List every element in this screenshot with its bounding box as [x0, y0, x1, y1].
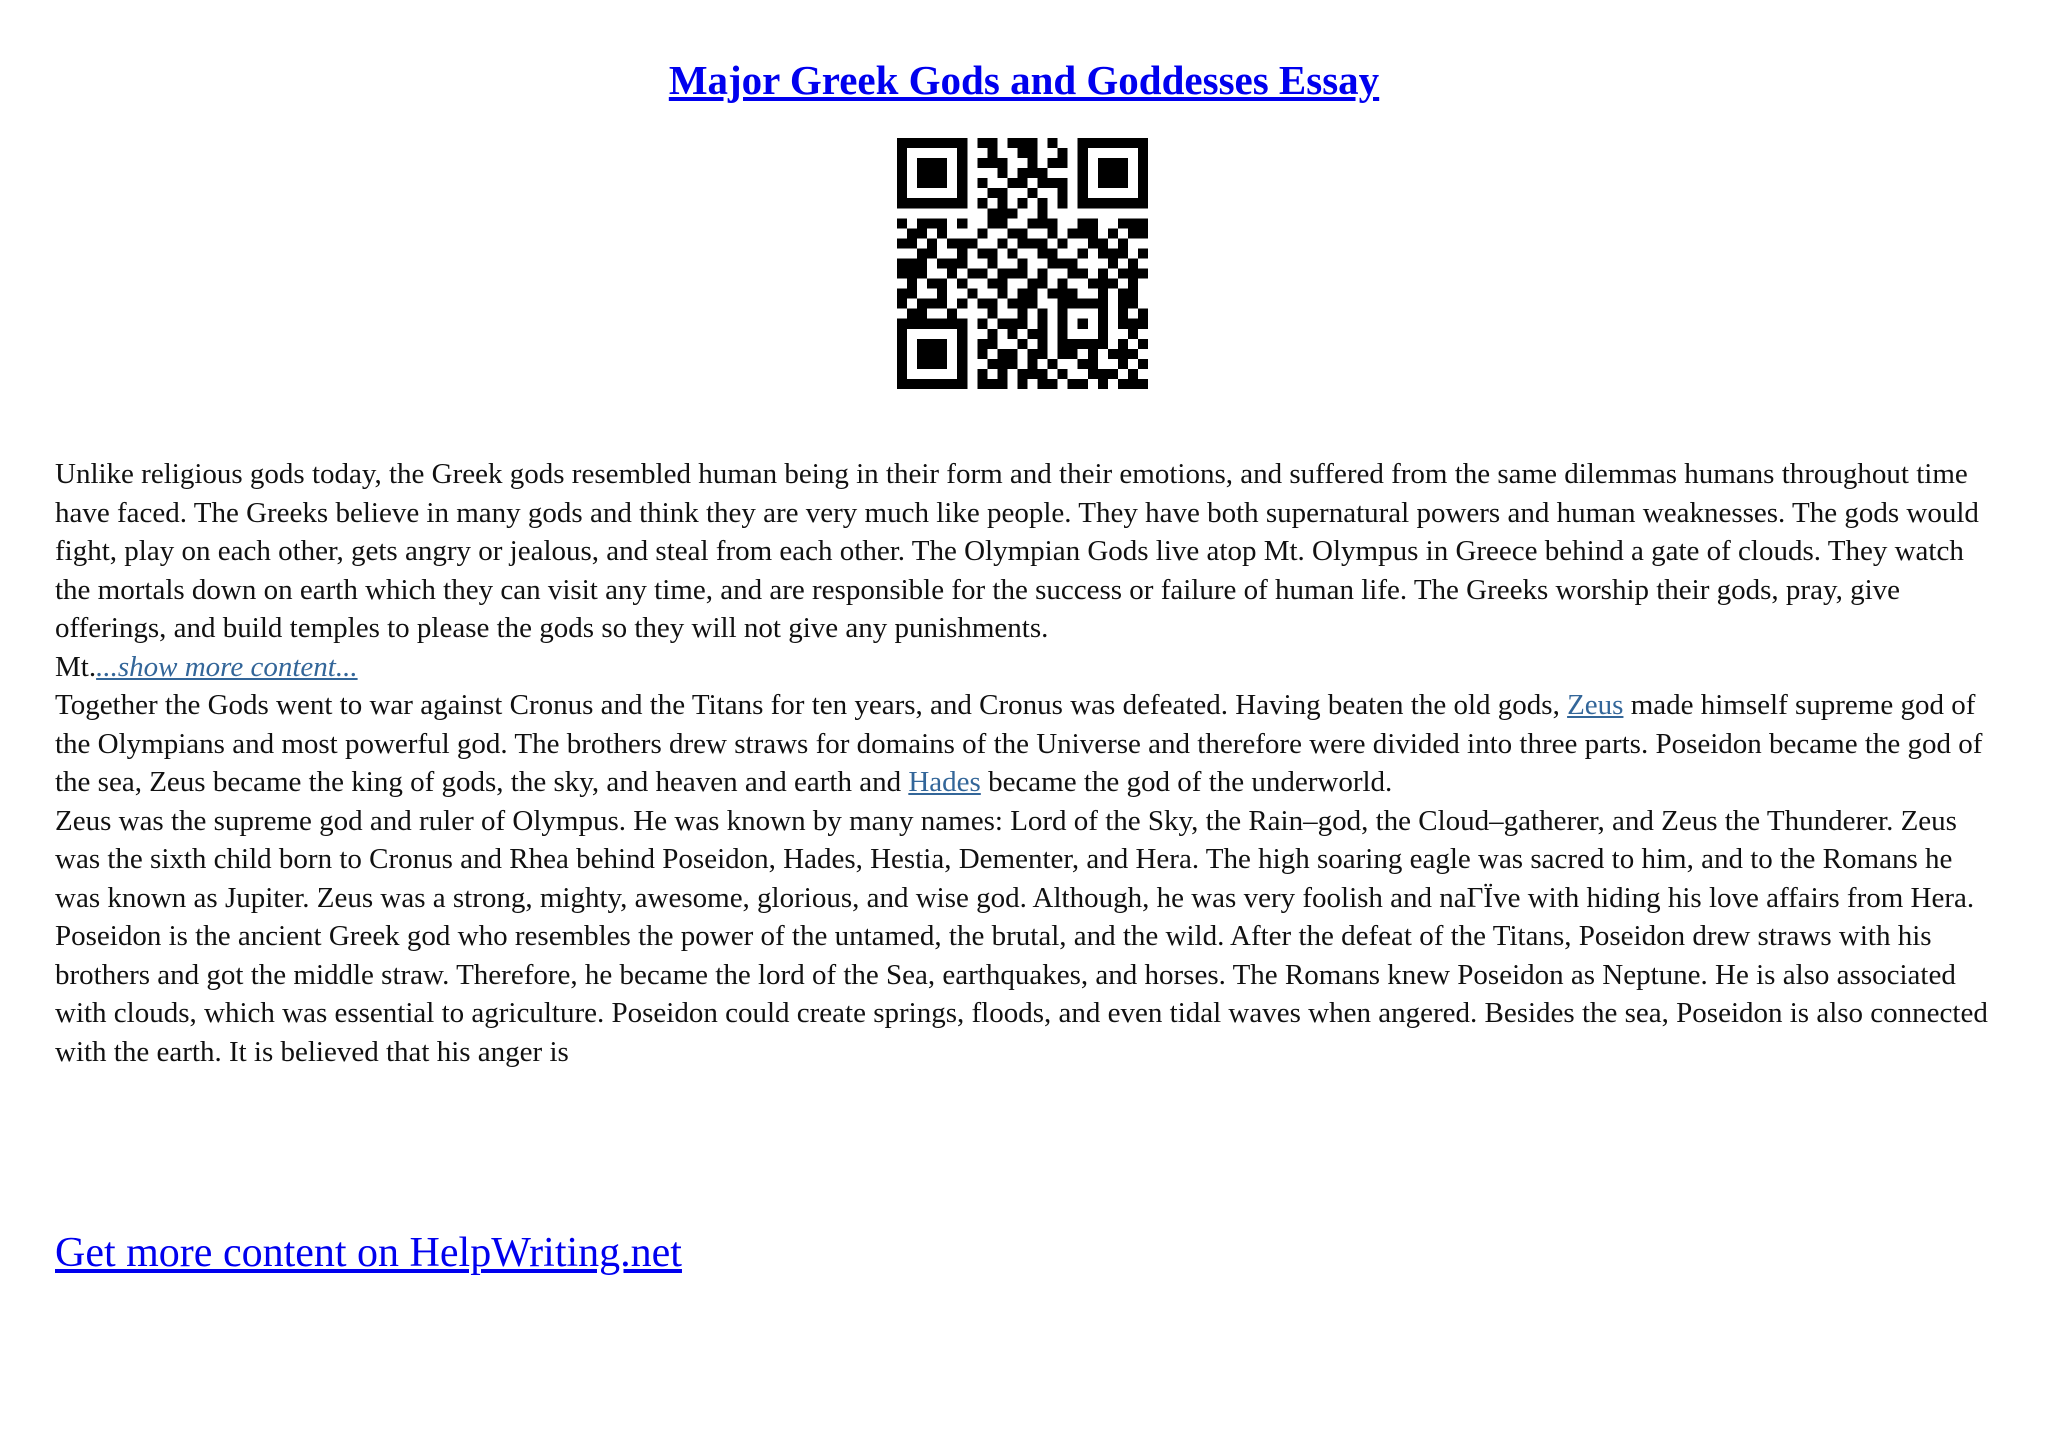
footer-link[interactable]: Get more content on HelpWriting.net: [55, 1230, 682, 1276]
essay-body: [55, 455, 1995, 1071]
paragraph-poseidon: Poseidon is the ancient Greek god who resembles the power of the untamed, the brutal, and the wild. After the defeat of the Titans, Poseidon drew straws with his brothers and got the middle straw. Therefore, he became the lord of the Sea, earthquakes, and horses. The Romans knew Poseidon as Neptune. He is also associated with clouds, which was essential to agriculture. Poseidon could create springs, floods, and even tidal waves when angered. Besides the sea, Poseidon is also connected with the earth. It is believed that his anger is: [55, 920, 1988, 1068]
qr-code: [897, 138, 1148, 389]
paragraph-war: [55, 686, 1995, 802]
paragraph-truncated: [55, 648, 1995, 687]
paragraph-zeus: Zeus was the supreme god and ruler of Olympus. He was known by many names: Lord of the Sky, the Rain–god, the Cloud–gatherer, and Zeus the Thunderer. Zeus was the sixth child born to Cronus and Rhea behind Poseidon, Hades, Hestia, Dementer, and Hera. The high soaring eagle was sacred to him, and to the Romans he was known as Jupiter. Zeus was a strong, mighty, awesome, glorious, and wise god. Although, he was very foolish and naΓЇve with hiding his love affairs from Hera.: [55, 804, 1975, 914]
title-link[interactable]: Major Greek Gods and Goddesses Essay: [668, 57, 1380, 103]
footer: [55, 1225, 682, 1281]
paragraph-war-part3: became the god of the underworld.: [980, 766, 1393, 798]
hades-link[interactable]: Hades: [908, 766, 981, 798]
paragraph-war-part1: Together the Gods went to war against Cronus and the Titans for ten years, and Cronus was defeated. Having beaten the old gods,: [55, 689, 1568, 721]
zeus-link[interactable]: Zeus: [1567, 689, 1624, 721]
document-title: [0, 52, 2048, 108]
show-more-link[interactable]: ...show more content...: [96, 650, 358, 683]
paragraph-war-part2: made himself supreme god of the Olympians and most powerful god. The brothers drew straws for domains of the Universe and therefore were divided into three parts. Poseidon became the god of the sea, Zeus became the king of gods, the sky, and heaven and earth and: [55, 689, 1983, 798]
truncated-prefix: Mt.: [55, 650, 97, 683]
paragraph-intro: Unlike religious gods today, the Greek gods resembled human being in their form and their emotions, and suffered from the same dilemmas humans throughout time have faced. The Greeks believe in many gods and think they are very much like people. They have both supernatural powers and human weaknesses. The gods would fight, play on each other, gets angry or jealous, and steal from each other. The Olympian Gods live atop Mt. Olympus in Greece behind a gate of clouds. They watch the mortals down on earth which they can visit any time, and are responsible for the success or failure of human life. The Greeks worship their gods, pray, give offerings, and build temples to please the gods so they will not give any punishments.: [55, 458, 1979, 644]
